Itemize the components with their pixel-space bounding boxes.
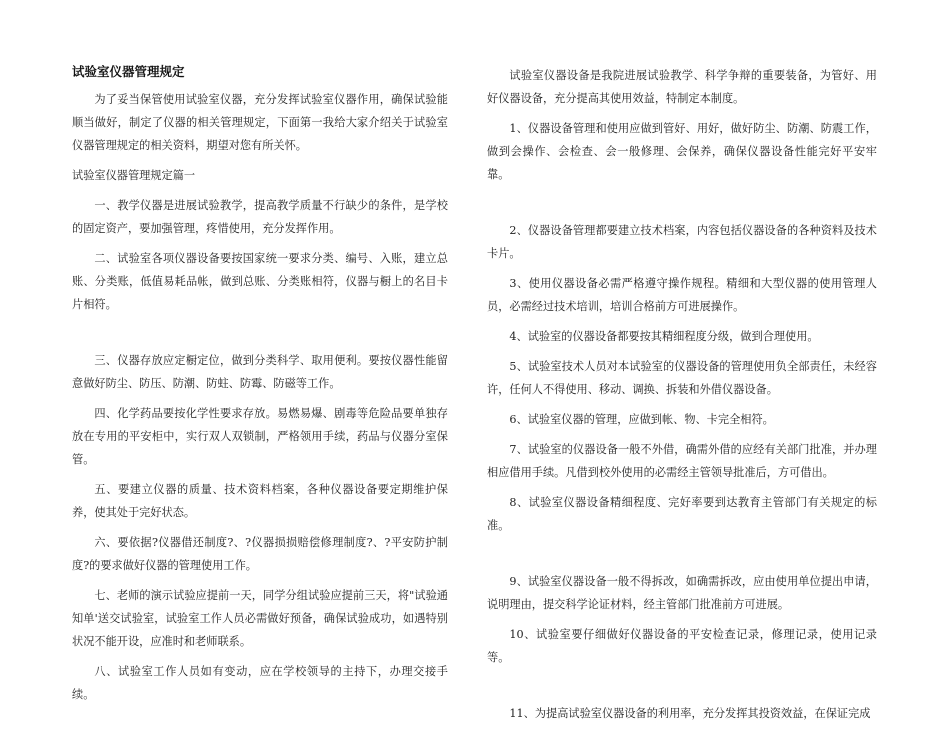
rule-paragraph: 9、试验室仪器设备一般不得拆改，如确需拆改，应由使用单位提出申请，说明理由，提交科学论证材料，经主管部门批准前方可进展。 bbox=[487, 575, 877, 611]
rule-paragraph: 8、试验室仪器设备精细程度、完好率要到达教育主管部门有关规定的标准。 bbox=[487, 496, 877, 532]
section-heading: 试验室仪器管理规定篇一 bbox=[72, 169, 196, 182]
rule-paragraph: 6、试验室仪器的管理，应做到帐、物、卡完全相符。 bbox=[509, 413, 774, 426]
rule-paragraph: 5、试验室技术人员对本试验室的仪器设备的管理使用负全部责任，未经容许，任何人不得使用、移动、调换、拆装和外借仪器设备。 bbox=[487, 360, 877, 396]
rule-paragraph: 三、仪器存放应定橱定位，做到分类科学、取用便利。要按仪器性能留意做好防尘、防压、防潮、防蛀、防霉、防磁等工作。 bbox=[72, 354, 448, 390]
rule-paragraph: 一、教学仪器是进展试验教学，提高教学质量不行缺少的条件，是学校的固定资产，要加强管理，疼惜使用，充分发挥作用。 bbox=[72, 199, 448, 235]
spacer bbox=[72, 323, 448, 349]
intro-paragraph: 为了妥当保管使用试验室仪器，充分发挥试验室仪器作用，确保试验能顺当做好，制定了仪器的相关管理规定，下面第一我给大家介绍关于试验室仪器管理规定的相关资料，期望对您有所关怀。 bbox=[72, 93, 448, 152]
rule-paragraph: 4、试验室的仪器设备都要按其精细程度分级，做到合理使用。 bbox=[509, 330, 819, 343]
rule-paragraph: 1、仪器设备管理和使用应做到管好、用好，做好防尘、防潮、防震工作，做到会操作、会检查、会一般修理、会保养，确保仪器设备性能完好平安牢靠。 bbox=[487, 122, 877, 181]
rule-paragraph: 2、仪器设备管理都要建立技术档案，内容包括仪器设备的各种资料及技术卡片。 bbox=[487, 224, 877, 260]
rule-paragraph: 五、要建立仪器的质量、技术资料档案，各种仪器设备要定期维护保养，使其处于完好状态。 bbox=[72, 483, 448, 519]
rule-paragraph: 7、试验室的仪器设备一般不外借，确需外借的应经有关部门批准，并办理相应借用手续。凡借到校外使用的必需经主管领导批准后，方可借出。 bbox=[487, 443, 877, 479]
rule-paragraph: 11、为提高试验室仪器设备的利用率，充分发挥其投资效益，在保证完成 bbox=[509, 707, 871, 720]
spacer bbox=[487, 544, 877, 570]
rule-paragraph: 二、试验室各项仪器设备要按国家统一要求分类、编号、入账，建立总账、分类账，低值易耗品帐，做到总账、分类账相符，仪器与橱上的名目卡片相符。 bbox=[72, 252, 448, 311]
document-title: 试验室仪器管理规定 bbox=[72, 64, 185, 79]
rule-paragraph: 七、老师的演示试验应提前一天，同学分组试验应提前三天，将"试验通知单'送交试验室，试验室工作人员必需做好预备，确保试验成功，如遇特别状况不能开设，应准时和老师联系。 bbox=[72, 589, 448, 648]
rule-paragraph: 10、试验室要仔细做好仪器设备的平安检查记录，修理记录，使用记录等。 bbox=[487, 628, 877, 664]
rule-paragraph: 3、使用仪器设备必需严格遵守操作规程。精细和大型仪器的使用管理人员，必需经过技术培训，培训合格前方可进展操作。 bbox=[487, 277, 877, 313]
left-column bbox=[72, 64, 448, 713]
spacer bbox=[487, 676, 877, 702]
spacer bbox=[487, 193, 877, 219]
intro-paragraph: 试验室仪器设备是我院进展试验教学、科学争辩的重要装备，为管好、用好仪器设备，充分提高其使用效益，特制定本制度。 bbox=[487, 69, 877, 105]
rule-paragraph: 六、要依据?仪器借还制度?、?仪器损损赔偿修理制度?、?平安防护制度?的要求做好仪器的管理使用工作。 bbox=[72, 536, 448, 572]
rule-paragraph: 八、试验室工作人员如有变动，应在学校领导的主持下，办理交接手续。 bbox=[72, 665, 448, 701]
right-column bbox=[487, 64, 877, 732]
rule-paragraph: 四、化学药品要按化学性要求存放。易燃易爆、剧毒等危险品要单独存放在专用的平安柜中，实行双人双锁制，严格领用手续，药品与仪器分室保管。 bbox=[72, 407, 448, 466]
